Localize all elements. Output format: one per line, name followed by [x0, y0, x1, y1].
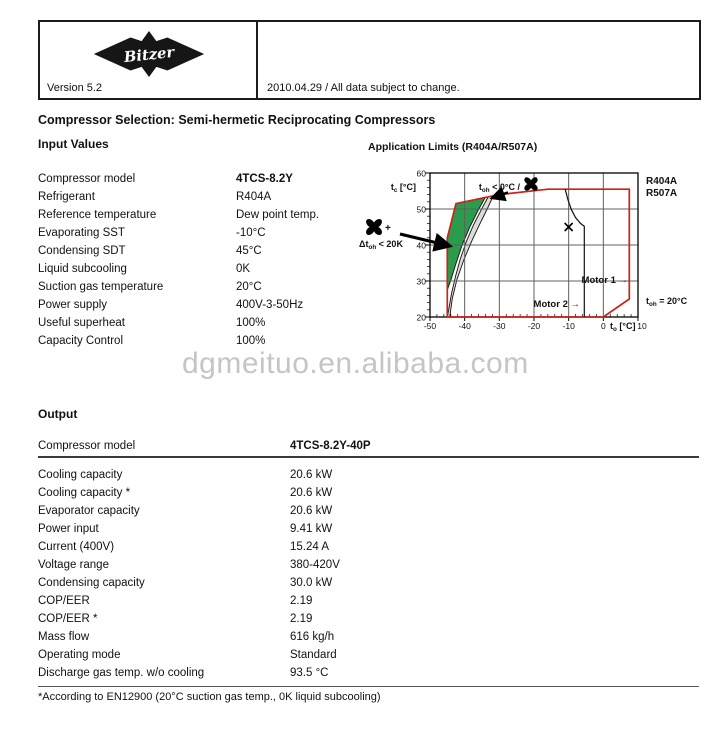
footnote-divider: [38, 686, 699, 687]
output-heading: Output: [38, 407, 78, 421]
row-label: Compressor model: [38, 173, 136, 185]
row-label: COP/EER: [38, 595, 90, 607]
table-row: [38, 646, 698, 664]
y-tick-label: 30: [416, 276, 426, 287]
row-value: 616 kg/h: [290, 631, 335, 643]
row-label: Discharge gas temp. w/o cooling: [38, 667, 205, 679]
legend-r404a: R404A: [646, 176, 678, 187]
y-tick-label: 40: [416, 240, 426, 251]
row-label: Suction gas temperature: [38, 281, 164, 293]
x-tick-label: -30: [493, 321, 506, 331]
date-note: 2010.04.29 / All data subject to change.: [267, 82, 460, 94]
row-label: Voltage range: [38, 559, 109, 571]
x-tick-label: -20: [527, 321, 541, 331]
row-label: Condensing SDT: [38, 245, 126, 257]
plus-sign: +: [385, 223, 391, 234]
row-value: 2.19: [290, 595, 313, 607]
motor-split-curve: [565, 189, 584, 317]
row-label: Power supply: [38, 299, 108, 311]
header-right-cell: [258, 22, 699, 98]
header: [38, 20, 701, 100]
legend-r507a: R507A: [646, 188, 678, 199]
table-row: [38, 502, 698, 520]
row-value: 20.6 kW: [290, 469, 333, 481]
table-row: [38, 574, 698, 592]
table-row: [38, 466, 698, 484]
row-value: 4TCS-8.2Y: [236, 173, 293, 185]
output-model-row: [38, 437, 698, 455]
row-value: 45°C: [236, 245, 262, 257]
table-row: [38, 610, 698, 628]
fan-superheat-annotation: $t_{oh} < 0^\circ C$ /: [478, 182, 520, 194]
table-row: [38, 664, 698, 682]
row-label: Power input: [38, 523, 99, 535]
table-row: [38, 628, 698, 646]
row-value: 0K: [236, 263, 251, 275]
table-row: [38, 556, 698, 574]
fan-icon: [364, 217, 383, 236]
row-label: Cooling capacity *: [38, 487, 131, 499]
x-tick-label: -50: [423, 321, 437, 331]
bitzer-logo: [90, 31, 208, 77]
row-label: Refrigerant: [38, 191, 95, 203]
row-value: 93.5 °C: [290, 667, 329, 679]
table-row: [38, 484, 698, 502]
y-tick-label: 60: [416, 168, 426, 179]
application-limits-chart: [358, 150, 710, 342]
row-label: Condensing capacity: [38, 577, 145, 589]
table-row: [38, 520, 698, 538]
chart-title: Application Limits (R404A/R507A): [368, 141, 538, 153]
row-value: 100%: [236, 335, 266, 347]
row-value: R404A: [236, 191, 272, 203]
output-table: [38, 466, 698, 682]
divider: [38, 456, 699, 458]
watermark: dgmeituo.en.alibaba.com: [182, 347, 529, 380]
row-label: Evaporator capacity: [38, 505, 140, 517]
fan-delta-annotation: $\Delta t_{oh} < 20K$: [359, 239, 403, 251]
row-value: 100%: [236, 317, 266, 329]
row-value: 400V-3-50Hz: [236, 299, 304, 311]
header-left-cell: [40, 22, 258, 98]
row-label: Compressor model: [38, 440, 136, 452]
row-value: 2.19: [290, 613, 313, 625]
row-value: Dew point temp.: [236, 209, 320, 221]
table-row: [38, 437, 698, 455]
x-tick-label: 10: [637, 321, 647, 331]
row-value: -10°C: [236, 227, 266, 239]
row-label: COP/EER *: [38, 613, 98, 625]
motor1-label: Motor 1 →: [581, 275, 628, 286]
row-label: Evaporating SST: [38, 227, 125, 239]
row-value: Standard: [290, 649, 337, 661]
motor2-label: Motor 2 →: [533, 299, 580, 310]
row-value: 9.41 kW: [290, 523, 333, 535]
table-row: [38, 592, 698, 610]
y-tick-label: 20: [416, 312, 426, 323]
row-label: Reference temperature: [38, 209, 157, 221]
row-label: Cooling capacity: [38, 469, 123, 481]
y-axis-label: $t_c$ [°C]: [390, 182, 416, 194]
row-value: 380-420V: [290, 559, 340, 571]
x-axis-label: $t_o$ [°C]: [610, 321, 636, 333]
row-label: Capacity Control: [38, 335, 124, 347]
row-value: 20.6 kW: [290, 487, 333, 499]
y-tick-label: 50: [416, 204, 426, 215]
row-label: Useful superheat: [38, 317, 125, 329]
row-label: Operating mode: [38, 649, 121, 661]
fan-icon: [523, 176, 539, 192]
toh-note: $t_{oh} = 20^\circ C$: [646, 296, 688, 308]
version-label: Version 5.2: [47, 82, 103, 94]
page-title: Compressor Selection: Semi-hermetic Reciprocating Compressors: [38, 113, 436, 127]
row-value: 15.24 A: [290, 541, 330, 553]
x-tick-label: -40: [458, 321, 471, 331]
row-value: 20°C: [236, 281, 262, 293]
row-label: Mass flow: [38, 631, 90, 643]
table-row: [38, 538, 698, 556]
row-label: Current (400V): [38, 541, 115, 553]
bitzer-logo-text: Bitzer: [123, 43, 176, 67]
input-values-heading: Input Values: [38, 137, 109, 151]
row-value: 20.6 kW: [290, 505, 333, 517]
row-value: 4TCS-8.2Y-40P: [290, 440, 371, 452]
x-tick-label: 0: [600, 321, 606, 331]
row-label: Liquid subcooling: [38, 263, 127, 275]
x-tick-label: -10: [562, 321, 575, 331]
footnote: *According to EN12900 (20°C suction gas temp., 0K liquid subcooling): [38, 691, 381, 703]
row-value: 30.0 kW: [290, 577, 333, 589]
